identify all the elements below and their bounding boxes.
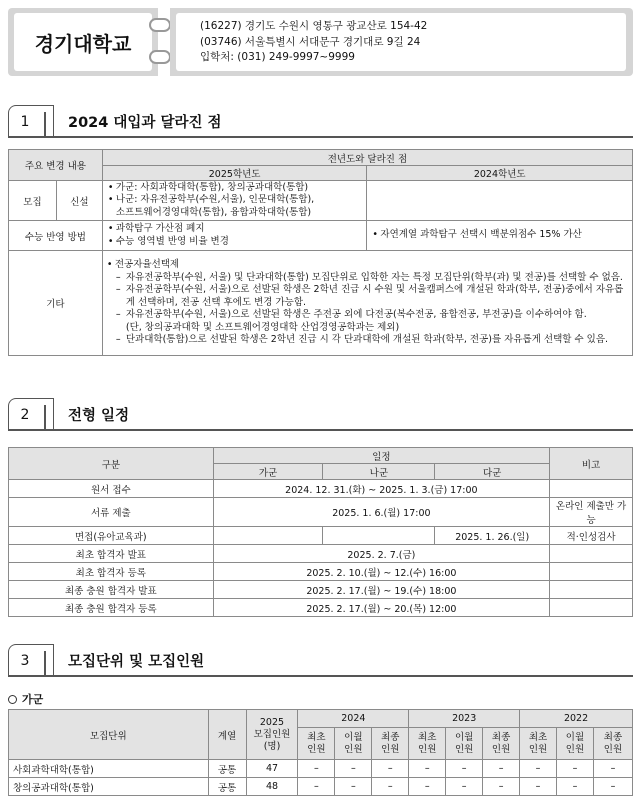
list-item: • 과학탐구 가산점 폐지 (107, 223, 365, 236)
header-da: 다군 (435, 464, 550, 480)
header-unit: 모집단위 (9, 710, 209, 760)
table-row-value: 2025. 1. 26.(일) (435, 527, 550, 545)
list-item: – 자유전공학부(수원, 서울) 및 단과대학(통합) 모집단위로 입학한 자는 특정 모집단위(학부(과) 및 전공)를 선택할 수 없음. (106, 272, 629, 285)
list-item: (단, 창의공과대학 및 소프트웨어경영대학 산업경영공학과는 제외) (125, 321, 400, 333)
header-year: 2024 (298, 710, 409, 728)
csat-2025-cell (102, 221, 367, 251)
table-row-value: 2025. 2. 7.(금) (213, 545, 549, 563)
header-prev-year-diff: 전년도와 달라진 점 (102, 150, 632, 166)
table-row-label: 최초 합격자 등록 (9, 563, 214, 581)
university-name-box (8, 8, 158, 76)
binder-clip-icon (149, 50, 171, 64)
list-item: • 전공자율선택제 (106, 259, 629, 272)
table-row-note (550, 599, 633, 617)
header-na: 나군 (323, 464, 435, 480)
section-title: 2024 대입과 달라진 점 (68, 115, 222, 131)
list-item: 소프트웨어경영대학(통합), 융합과학대학(통합) (115, 206, 312, 218)
header-schedule: 일정 (213, 448, 549, 464)
table-row-value: 2025. 2. 10.(월) ~ 12.(수) 16:00 (213, 563, 549, 581)
list-item: • 가군: 사회과학대학(통합), 창의공과대학(통합) (107, 182, 365, 195)
table-row-note (550, 480, 633, 498)
table-row-note: 적·인성검사 (550, 527, 633, 545)
row-label-other: 기타 (9, 251, 103, 356)
table-row-note: 온라인 제출만 가능 (550, 498, 633, 527)
university-name: 경기대학교 (14, 13, 152, 71)
list-item: • 자연계열 과학탐구 선택시 백분위점수 15% 가산 (371, 229, 630, 242)
table-row-value: 2024. 12. 31.(화) ~ 2025. 1. 3.(금) 17:00 (213, 480, 549, 498)
section-3-header (8, 644, 633, 677)
table-row: 사회과학대학(통합) 공통 47 – – – – – – – – – (9, 760, 633, 778)
table-row-note (550, 563, 633, 581)
header-2024: 2024학년도 (367, 166, 633, 181)
section-2-header (8, 398, 633, 431)
circle-bullet-icon (8, 695, 17, 704)
table-row-value: 2025. 1. 6.(월) 17:00 (213, 498, 549, 527)
list-item: – 단과대학(통합)으로 선발된 학생은 2학년 진급 시 각 단과대학에 개설된 학과(학부, 전공)를 자유롭게 선택할 수 있음. (106, 334, 629, 347)
header-2025-quota: 2025 모집인원 (명) (246, 710, 298, 760)
csat-2024-cell (367, 221, 633, 251)
section-title: 전형 일정 (68, 408, 130, 424)
section-1-header (8, 105, 633, 138)
table-row-note (550, 581, 633, 599)
table-row-note (550, 545, 633, 563)
table-row-label: 최초 합격자 발표 (9, 545, 214, 563)
list-item: • 나군: 자유전공학부(수원,서울), 인문대학(통합), (107, 194, 365, 207)
table-row-value: 2025. 2. 17.(월) ~ 19.(수) 18:00 (213, 581, 549, 599)
row-label-csat: 수능 반영 방법 (9, 221, 103, 251)
table-row-label: 최종 충원 합격자 발표 (9, 581, 214, 599)
header-year: 2022 (520, 710, 633, 728)
group-ga-heading: 가군 (8, 691, 43, 707)
header-ga: 가군 (213, 464, 323, 480)
header-type: 계열 (208, 710, 246, 760)
changes-table (8, 149, 633, 356)
new-units-cell (102, 181, 367, 221)
table-row-value: 2025. 2. 17.(월) ~ 20.(목) 12:00 (213, 599, 549, 617)
table-row: 창의공과대학(통합) 공통 48 – – – – – – – – – (9, 778, 633, 796)
section-number: 1 (8, 105, 54, 138)
admission-phone: 입학처: (031) 249-9997~9999 (200, 51, 355, 63)
section-number: 2 (8, 398, 54, 431)
table-row-label: 서류 제출 (9, 498, 214, 527)
other-cell (102, 251, 632, 356)
header-category: 구분 (9, 448, 214, 480)
quota-table: 모집단위 계열 2025 모집인원 (명) 2024 2023 2022 최초 인원 이월 인원 최종 인원 최초 인원 이월 인원 최종 인원 최초 인원 이월 인원 최종 인원 사회과학대학(통합) 공통 47 – – – – – – – – – 창의공과대학(통합) 공통 48 – – – – – – – – – (8, 709, 633, 796)
header-main-changes: 주요 변경 내용 (9, 150, 103, 181)
address-box (170, 8, 633, 76)
list-item: • 수능 영역별 반영 비율 변경 (107, 236, 365, 249)
table-row-label: 면접(유아교육과) (9, 527, 214, 545)
section-number: 3 (8, 644, 54, 677)
header-year: 2023 (409, 710, 520, 728)
header-2025: 2025학년도 (102, 166, 367, 181)
row-label-recruit: 모집 (9, 181, 57, 221)
address-suwon: (16227) 경기도 수원시 영통구 광교산로 154-42 (200, 20, 428, 32)
table-row-label: 원서 접수 (9, 480, 214, 498)
header-note: 비고 (550, 448, 633, 480)
binder-clip-icon (149, 18, 171, 32)
list-item: – 자유전공학부(수원, 서울)으로 선발된 학생은 2학년 진급 시 수원 및 서울캠퍼스에 개설된 학과(학부, 전공)중에서 자유롭게 선택하며, 전공 선택 후에도 변경 가능함. (106, 284, 629, 309)
table-row-label: 최종 충원 합격자 등록 (9, 599, 214, 617)
address-seoul: (03746) 서울특별시 서대문구 경기대로 9길 24 (200, 35, 421, 48)
list-item: – 자유전공학부(수원, 서울)으로 선발된 학생은 주전공 외에 다전공(복수전공, 융합전공, 부전공)을 이수하여야 함. (106, 309, 629, 322)
section-title: 모집단위 및 모집인원 (68, 654, 205, 670)
schedule-table (8, 447, 633, 617)
row-label-new: 신설 (56, 181, 102, 221)
